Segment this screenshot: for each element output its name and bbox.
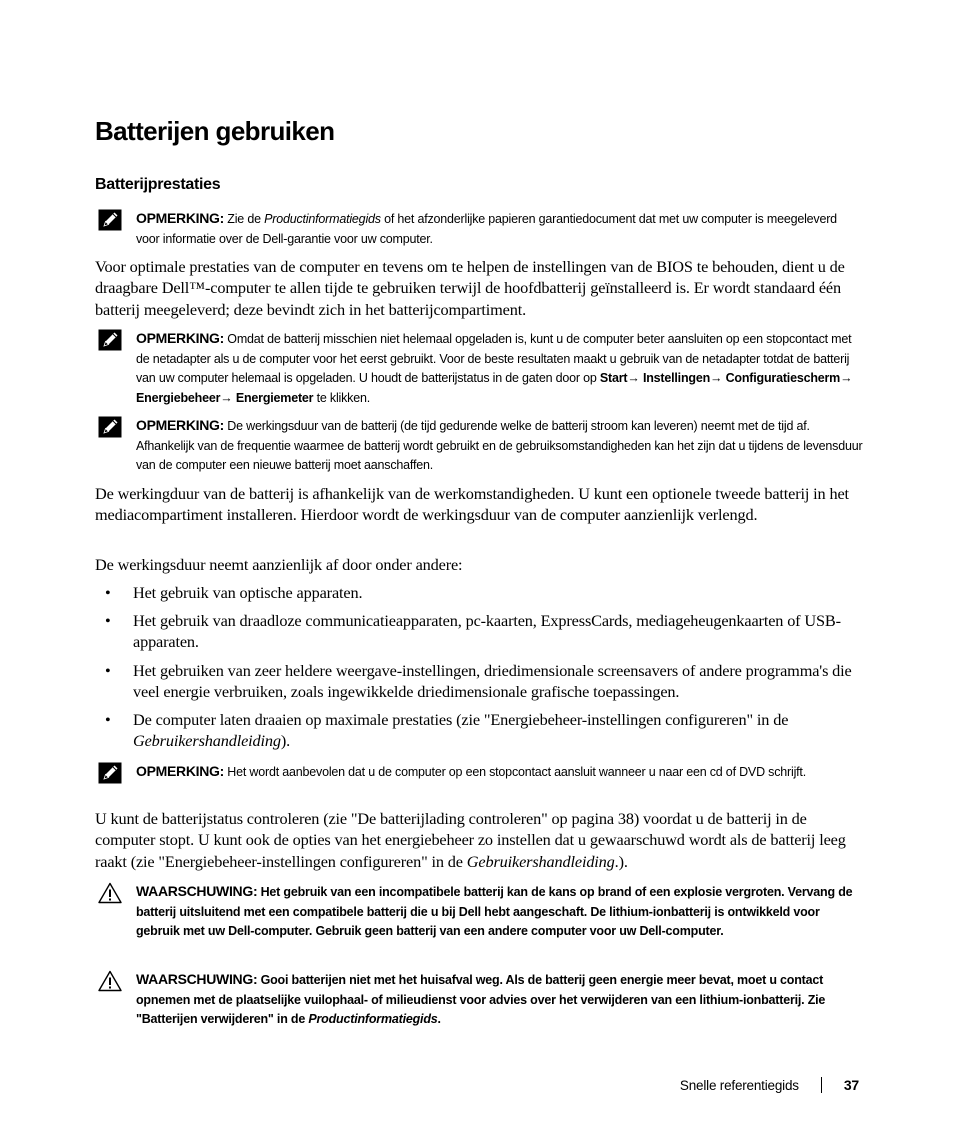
list-item-text: Het gebruik van draadloze communicatieapparaten, pc-kaarten, ExpressCards, mediageheugenkaarten of USB-apparaten. [133, 611, 841, 652]
paragraph-battery-status [95, 808, 865, 872]
list-item-text [133, 709, 865, 752]
list-item [95, 709, 865, 752]
warning-emphasis: Productinformatiegids [308, 1012, 438, 1026]
note-pencil-icon [98, 416, 122, 438]
paragraph-text-pre: U kunt de batterijstatus controleren (zie "De batterijlading controleren" op pagina 38) voordat u de batterij in de computer stopt. U kunt ook de opties van het energiebeheer zo instellen dat u gewaarschuwd wordt als de batterij leeg raakt (zie "Energiebeheer-instellingen configureren" in de [95, 809, 846, 871]
list-item-text: Het gebruiken van zeer heldere weergave-instellingen, driedimensionale screensavers of andere programma's die veel energie verbruiken, zoals ingewikkelde driedimensionale grafische toepassingen. [133, 661, 852, 702]
note-label: OPMERKING: [136, 330, 225, 346]
list-item-text-pre: De computer laten draaien op maximale prestaties (zie "Energiebeheer-instellingen configureren" in de [133, 710, 789, 729]
note-text: Omdat de batterij misschien niet helemaal opgeladen is, kunt u de computer beter aansluiten op een stopcontact met de netadapter als u de computer voor het eerst gebruikt. Voor de beste resultaten maakt u gebruik van de netadapter totdat de batterij van uw computer helemaal is opgeladen. U houdt de batterijstatus in de gaten door op [136, 332, 852, 385]
list-item [95, 610, 865, 653]
menu-path-settings: Instellingen [642, 371, 711, 385]
paragraph-list-intro: De werkingsduur neemt aanzienlijk af door onder andere: [95, 555, 463, 574]
note-label: OPMERKING: [136, 417, 225, 433]
arrow-icon: → [710, 371, 723, 385]
paragraph-operating-time: De werkingduur van de batterij is afhankelijk van de werkomstandigheden. U kunt een optionele tweede batterij in het mediacompartiment installeren. Hierdoor wordt de werkingsduur van de computer aanzienlijk verlengd. [95, 484, 849, 525]
warning-label: WAARSCHUWING: [136, 883, 258, 899]
footer-section-title: Snelle referentiegids [679, 1077, 799, 1093]
note-label: OPMERKING: [136, 210, 225, 226]
section-heading: Batterijprestaties [95, 176, 221, 193]
bullet-icon: • [105, 661, 111, 680]
note-warranty [95, 209, 863, 249]
note-pencil-icon [98, 762, 122, 784]
page-number: 37 [843, 1077, 859, 1093]
note-charging [95, 329, 863, 408]
footer-divider [821, 1077, 822, 1093]
paragraph-emphasis: Gebruikershandleiding [466, 851, 615, 871]
note-text-pre: Zie de [227, 212, 265, 226]
note-battery-life [95, 416, 863, 476]
note-pencil-icon [98, 329, 122, 351]
warning-triangle-icon [98, 970, 122, 992]
list-item-emphasis: Gebruikershandleiding [133, 731, 281, 751]
note-text-post: of het afzonderlijke papieren garantiedocument dat met uw computer is meegeleverd voor informatie over de Dell-garantie voor uw computer. [136, 212, 837, 246]
note-pencil-icon [98, 209, 122, 231]
note-text: De werkingsduur van de batterij (de tijd gedurende welke de batterij stroom kan leveren) neemt met de tijd af. Afhankelijk van de frequentie waarmee de batterij wordt gebruikt en de gebruiksomstandigheden kan het zijn dat u tijdens de levensduur van de computer een nieuwe batterij moet aanschaffen. [136, 419, 863, 472]
menu-path-power: Energiebeheer [136, 390, 221, 405]
note-cd-writing [95, 762, 863, 783]
warning-text: Het gebruik van een incompatibele batterij kan de kans op brand of een explosie vergroten. Vervang de batterij uitsluitend met een compatibele batterij die u bij Dell hebt aangeschaft. De lithium-ionbatterij is ontwikkeld voor gebruik met uw Dell-computer. Gebruik geen batterij van een andere computer voor uw Dell-computer. [136, 885, 853, 938]
arrow-icon: → [840, 371, 853, 385]
warning-triangle-icon [98, 882, 122, 904]
list-item [95, 582, 865, 603]
warning-text-pre: Gooi batterijen niet met het huisafval weg. Als de batterij geen energie meer bevat, moet u contact opnemen met de plaatselijke vuilophaal- of milieudienst voor advies over het verwijderen van een lithium-ionbatterij. Zie "Batterijen verwijderen" in de [136, 973, 826, 1026]
page-title: Batterijen gebruiken [95, 116, 335, 146]
menu-path-control-panel: Configuratiescherm [725, 371, 841, 385]
warning-label: WAARSCHUWING: [136, 971, 258, 987]
menu-path-start: Start [599, 371, 628, 385]
list-item [95, 660, 865, 703]
warning-text-post: . [437, 1012, 441, 1026]
bullet-icon: • [105, 611, 111, 630]
note-text-emphasis: Productinformatiegids [264, 212, 381, 226]
warning-disposal [95, 970, 863, 1030]
bullet-icon: • [105, 710, 111, 729]
bullet-icon: • [105, 583, 111, 602]
arrow-icon: → [627, 371, 640, 385]
warning-incompatible-battery [95, 882, 863, 942]
paragraph-text-post: .). [614, 851, 628, 871]
list-item-text-post: ). [280, 731, 291, 751]
note-text-post: te klikken. [313, 390, 370, 405]
list-item-text: Het gebruik van optische apparaten. [133, 583, 363, 602]
arrow-icon: → [220, 390, 233, 405]
page-footer [680, 1077, 859, 1093]
menu-path-power-meter: Energiemeter [235, 390, 314, 405]
paragraph-intro: Voor optimale prestaties van de computer en tevens om te helpen de instellingen van de BIOS te behouden, dient u de draagbare Dell™-computer te allen tijde te gebruiken terwijl de hoofdbatterij geïnstalleerd is. Er wordt standaard één batterij meegeleverd; deze bevindt zich in het batterijcompartiment. [95, 257, 845, 319]
note-label: OPMERKING: [136, 763, 225, 779]
note-text: Het wordt aanbevolen dat u de computer op een stopcontact aansluit wanneer u naar een cd of DVD schrijft. [227, 765, 806, 779]
